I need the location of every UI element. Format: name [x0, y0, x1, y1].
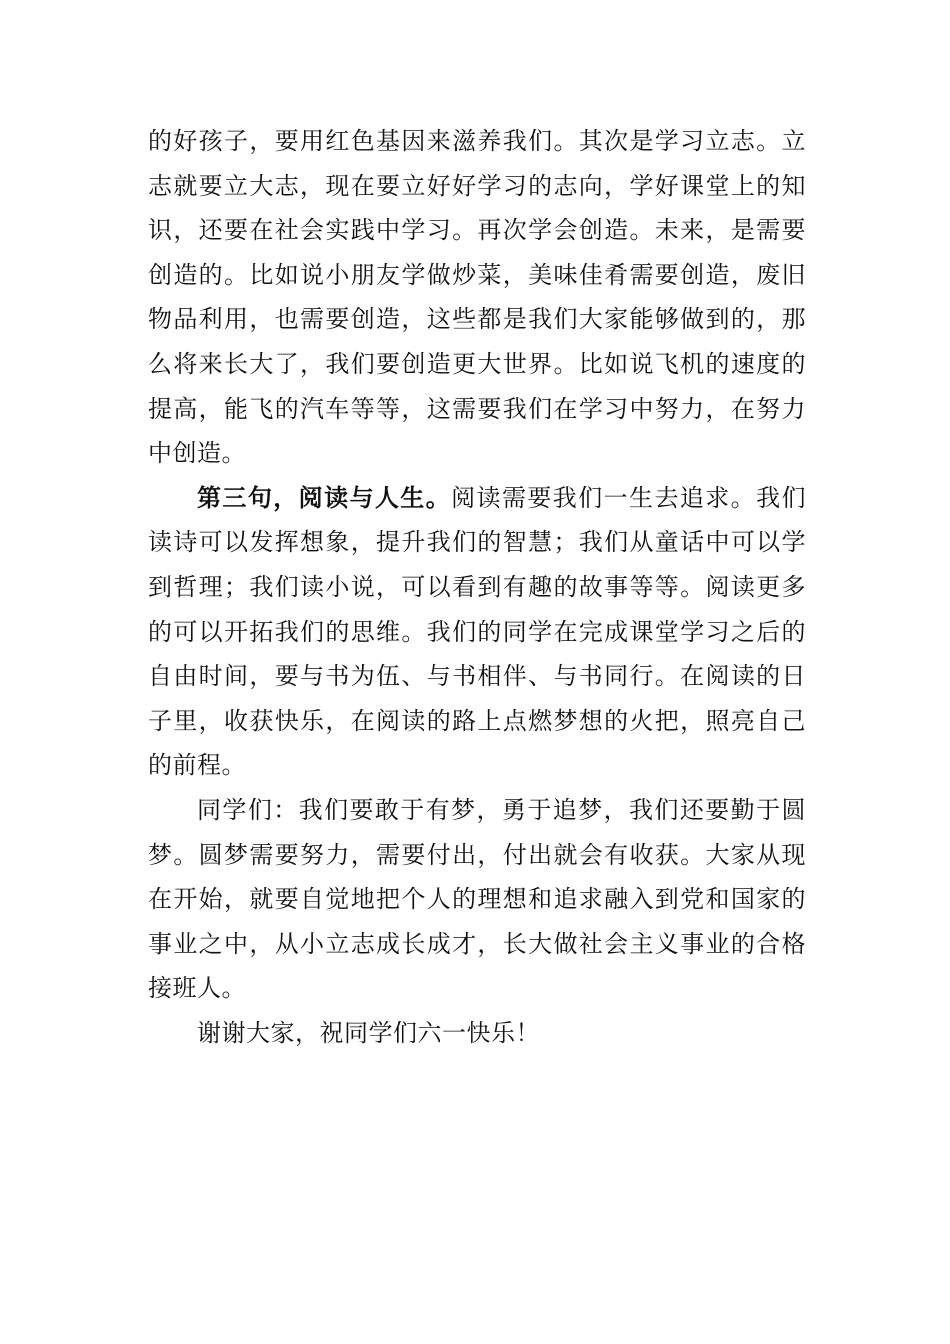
document-body [148, 119, 806, 1055]
paragraph-text: 的好孩子，要用红色基因来滋养我们。其次是学习立志。立志就要立大志，现在要立好好学习的志向，学好课堂上的知识，还要在社会实践中学习。再次学会创造。未来，是需要创造的。比如说小朋友学做炒菜，美味佳肴需要创造，废旧物品利用，也需要创造，这些都是我们大家能够做到的，那么将来长大了，我们要创造更大世界。比如说飞机的速度的提高，能飞的汽车等等，这需要我们在学习中努力，在努力中创造。 [148, 127, 806, 468]
paragraph-continuation [148, 119, 806, 476]
paragraph-text: 阅读需要我们一生去追求。我们读诗可以发挥想象，提升我们的智慧；我们从童话中可以学到哲理；我们读小说，可以看到有趣的故事等等。阅读更多的可以开拓我们的思维。我们的同学在完成课堂学习之后的自由时间，要与书为伍、与书相伴、与书同行。在阅读的日子里，收获快乐，在阅读的路上点燃梦想的火把，照亮自己的前程。 [148, 483, 807, 780]
paragraph-closing [148, 1011, 806, 1056]
paragraph-reading-and-life [148, 476, 806, 788]
paragraph-text: 谢谢大家，祝同学们六一快乐！ [197, 1018, 540, 1047]
paragraph-text: 同学们：我们要敢于有梦，勇于追梦，我们还要勤于圆梦。圆梦需要努力，需要付出，付出就会有收获。大家从现在开始，就要自觉地把个人的理想和追求融入到党和国家的事业之中，从小立志成长成才，长大做社会主义事业的合格接班人。 [148, 795, 806, 1003]
paragraph-dreams [148, 788, 806, 1011]
paragraph-heading: 第三句，阅读与人生。 [197, 482, 452, 512]
